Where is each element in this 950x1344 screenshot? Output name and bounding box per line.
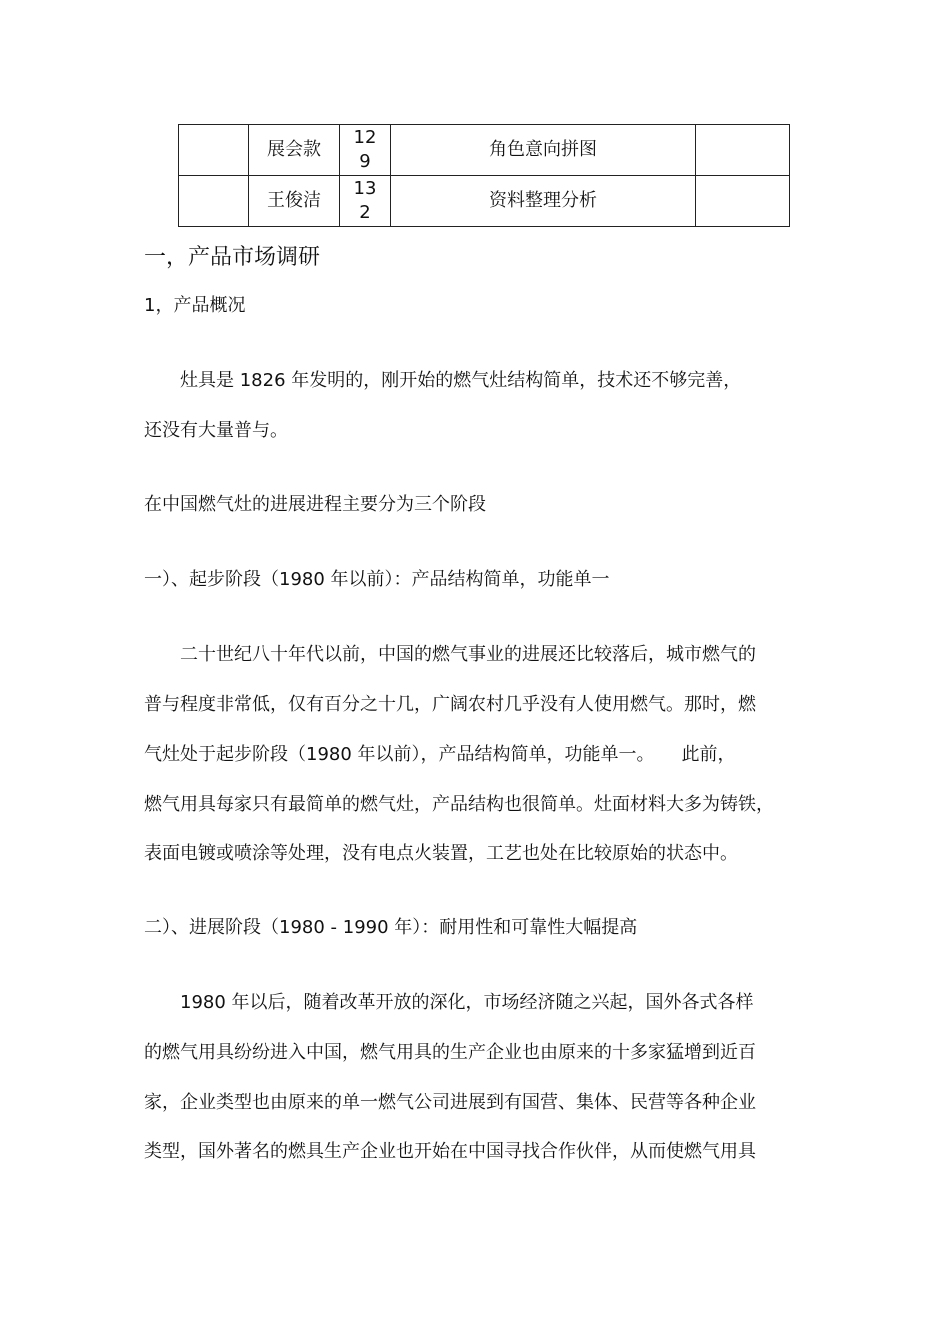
member-id: 12 9 — [353, 127, 377, 172]
table-row — [179, 125, 790, 176]
subsection-heading: 1，产品概况 — [144, 295, 246, 316]
section-heading: 一，产品市场调研 — [144, 245, 321, 270]
paragraph-line: 还没有大量普与。 — [144, 420, 288, 441]
paragraph-line: 类型，国外著名的燃具生产企业也开始在中国寻找合作伙伴，从而使燃气用具 — [144, 1141, 756, 1162]
table-cell — [179, 176, 249, 227]
paragraph-line: 表面电镀或喷涂等处理，没有电点火装置，工艺也处在比较原始的状态中。 — [144, 843, 738, 864]
member-name-cell: 王俊洁 — [249, 176, 340, 227]
member-table — [178, 124, 790, 227]
paragraph-line: 的燃气用具纷纷进入中国，燃气用具的生产企业也由原来的十多家猛增到近百 — [144, 1042, 756, 1063]
task-cell: 资料整理分析 — [391, 176, 696, 227]
paragraph-line: 在中国燃气灶的进展进程主要分为三个阶段 — [144, 494, 486, 515]
paragraph-line: 普与程度非常低，仅有百分之十几，广阔农村几乎没有人使用燃气。那时，燃 — [144, 694, 756, 715]
member-name-cell: 展会款 — [249, 125, 340, 176]
paragraph-line: 气灶处于起步阶段（1980 年以前），产品结构简单，功能单一。 此前， — [144, 744, 736, 765]
note-cell — [696, 125, 790, 176]
table-cell — [179, 125, 249, 176]
member-id: 13 2 — [353, 178, 377, 223]
paragraph-line: 灶具是 1826 年发明的，刚开始的燃气灶结构简单，技术还不够完善， — [180, 370, 742, 391]
paragraph-line: 二十世纪八十年代以前，中国的燃气事业的进展还比较落后，城市燃气的 — [180, 644, 756, 665]
member-id-cell — [340, 125, 391, 176]
task-cell: 角色意向拼图 — [391, 125, 696, 176]
member-id-cell — [340, 176, 391, 227]
stage-heading: 一）、起步阶段（1980 年以前）：产品结构简单，功能单一 — [144, 569, 610, 590]
stage-heading: 二）、进展阶段（1980 - 1990 年）：耐用性和可靠性大幅提高 — [144, 917, 638, 938]
paragraph-line: 家，企业类型也由原来的单一燃气公司进展到有国营、集体、民营等各种企业 — [144, 1092, 756, 1113]
paragraph-line: 1980 年以后，随着改革开放的深化，市场经济随之兴起，国外各式各样 — [180, 992, 754, 1013]
paragraph-line: 燃气用具每家只有最简单的燃气灶，产品结构也很简单。灶面材料大多为铸铁， — [144, 794, 774, 815]
table-row — [179, 176, 790, 227]
note-cell — [696, 176, 790, 227]
